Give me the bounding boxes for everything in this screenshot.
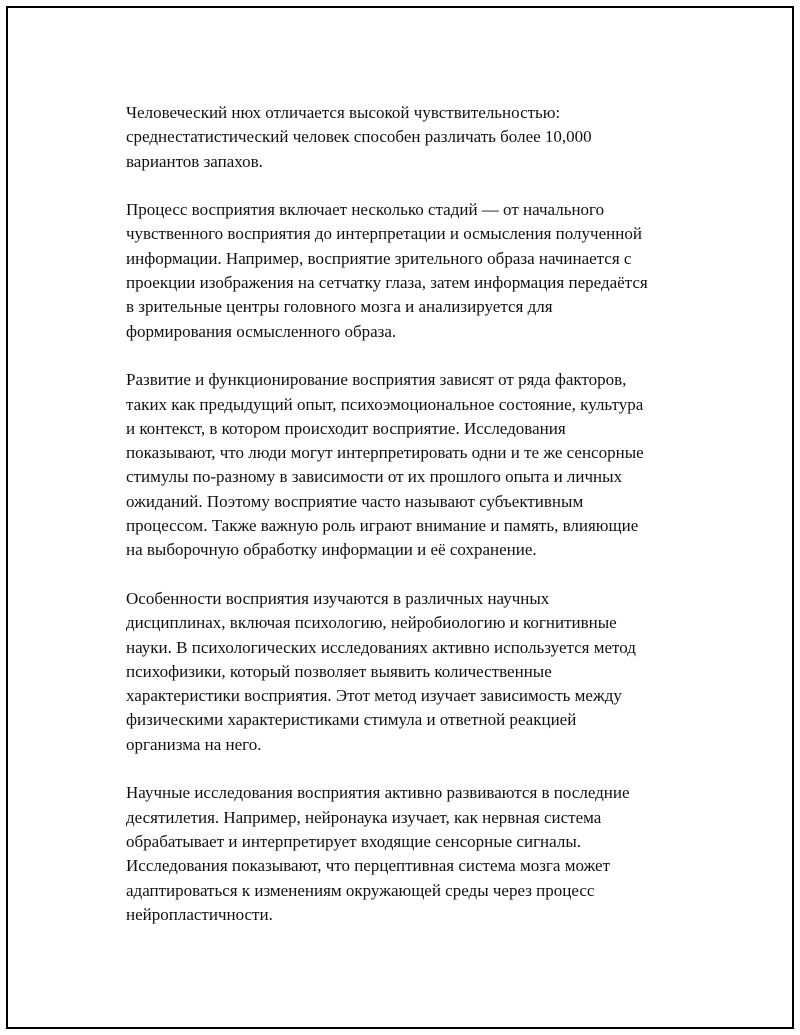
paragraph-5: Научные исследования восприятия активно развиваются в последние десятилетия. Например, нейронаука изучает, как нервная система обрабатывает и интерпретирует входящие сенсорные сигналы. Исследования показывают, что перцептивная система мозга может адаптироваться к изменениям окружающей среды через процесс нейропластичности. xyxy=(126,783,630,924)
page-frame xyxy=(6,6,794,1029)
paragraph-2: Процесс восприятия включает несколько стадий — от начального чувственного восприятия до интерпретации и осмысления полученной информации. Например, восприятие зрительного образа начинается с проекции изображения на сетчатку глаза, затем информация передаётся в зрительные центры головного мозга и анализируется для формирования осмысленного образа. xyxy=(126,200,648,341)
document-body xyxy=(126,101,701,927)
paragraph-3: Развитие и функционирование восприятия зависят от ряда факторов, таких как предыдущий опыт, психоэмоциональное состояние, культура и контекст, в котором происходит восприятие. Исследования показывают, что люди могут интерпретировать одни и те же сенсорные стимулы по-разному в зависимости от их прошлого опыта и личных ожиданий. Поэтому восприятие часто называют субъективным процессом. Также важную роль играют внимание и память, влияющие на выборочную обработку информации и её сохранение. xyxy=(126,370,644,560)
paragraph-4: Особенности восприятия изучаются в различных научных дисциплинах, включая психологию, нейробиологию и когнитивные науки. В психологических исследованиях активно используется метод психофизики, который позволяет выявить количественные характеристики восприятия. Этот метод изучает зависимость между физическими характеристиками стимула и ответной реакцией организма на него. xyxy=(126,588,636,754)
paragraph-1: Человеческий нюх отличается высокой чувствительностью: среднестатистический человек способен различать более 10,000 вариантов запахов. xyxy=(126,103,592,171)
